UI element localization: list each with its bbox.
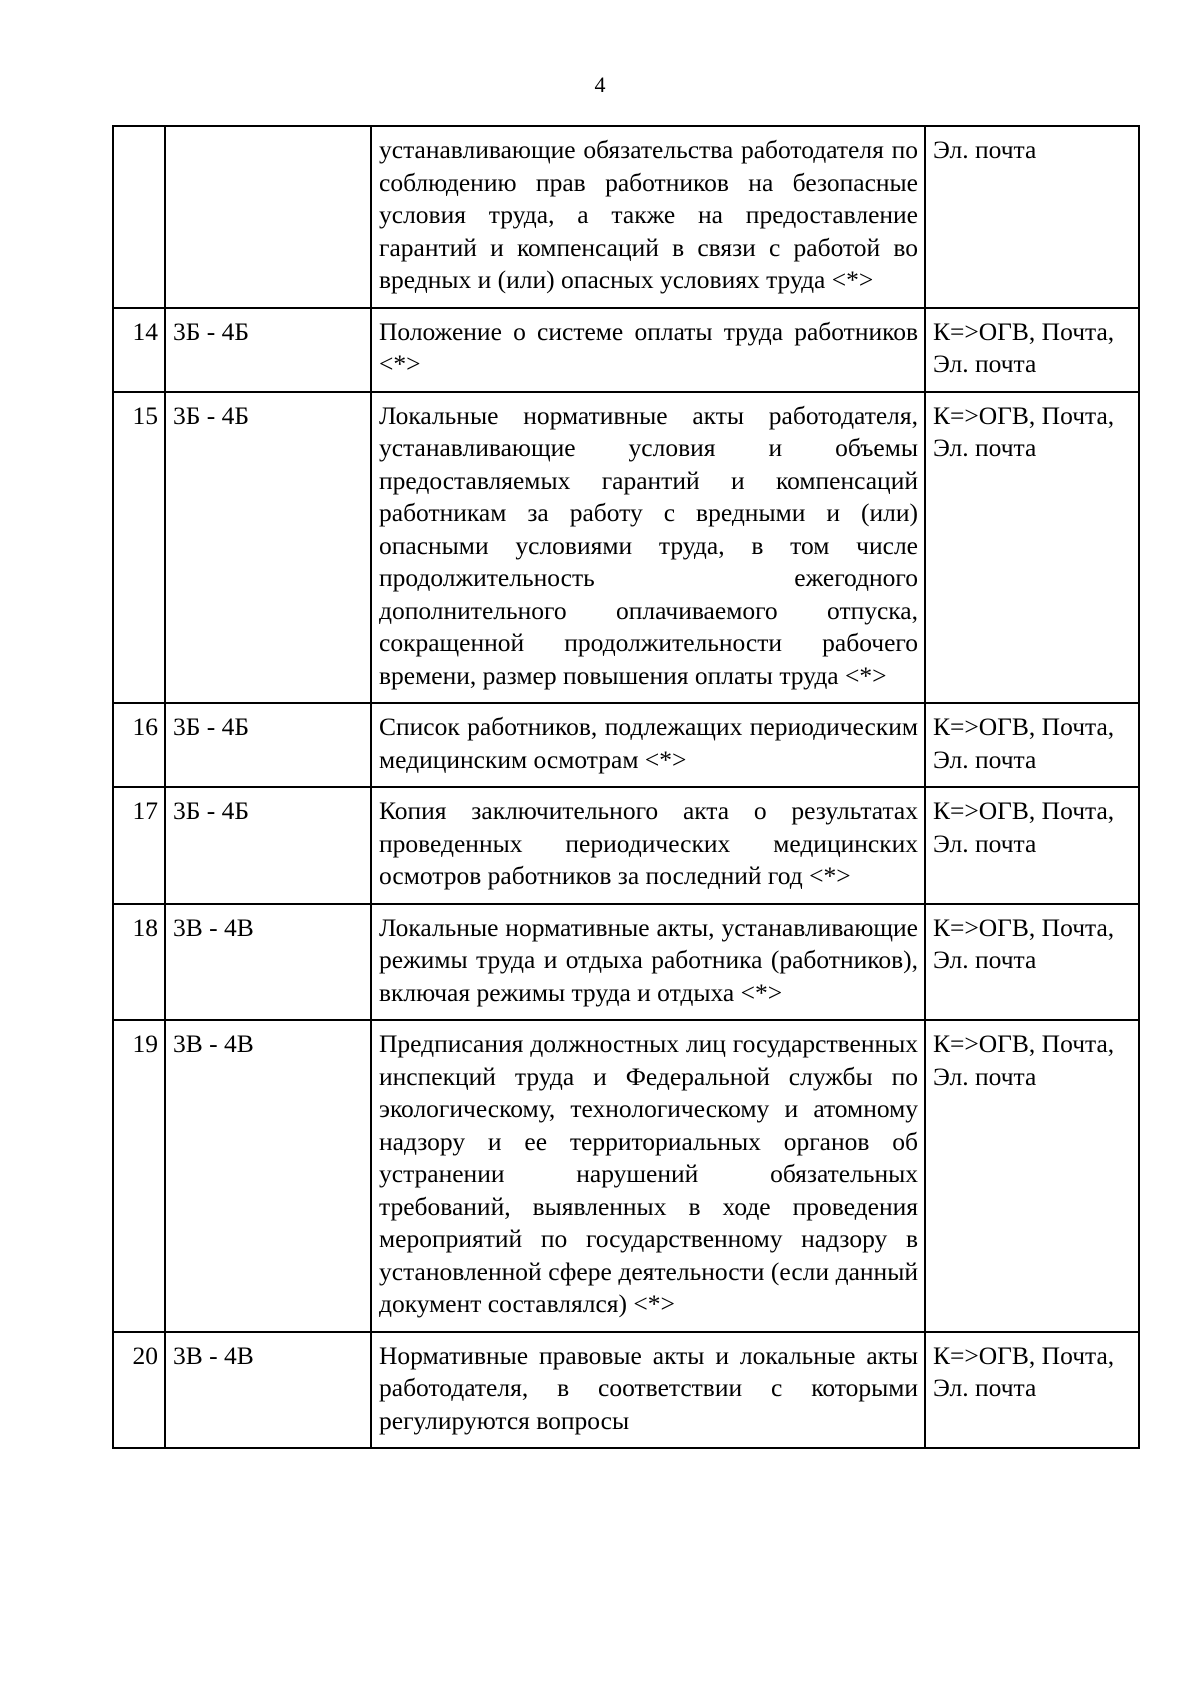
row-number: 18 — [113, 904, 165, 1021]
table-row — [113, 703, 1139, 787]
table-row — [113, 392, 1139, 704]
row-code: 3Б - 4Б — [165, 308, 371, 392]
table-row — [113, 308, 1139, 392]
row-number: 16 — [113, 703, 165, 787]
row-submission-form: К=>ОГВ, Почта, Эл. почта — [925, 1332, 1139, 1449]
row-document-name: устанавливающие обязательства работодателя по соблюдению прав работников на безопасные условия труда, а также на предоставление гарантий и компенсаций в связи с работой во вредных и (или) опасных условиях труда <*> — [371, 126, 925, 308]
row-document-name: Список работников, подлежащих периодическим медицинским осмотрам <*> — [371, 703, 925, 787]
row-code: 3В - 4В — [165, 1332, 371, 1449]
row-code: 3Б - 4Б — [165, 787, 371, 904]
row-number: 19 — [113, 1020, 165, 1332]
row-submission-form: К=>ОГВ, Почта, Эл. почта — [925, 308, 1139, 392]
row-submission-form: Эл. почта — [925, 126, 1139, 308]
row-code: 3Б - 4Б — [165, 703, 371, 787]
row-document-name: Положение о системе оплаты труда работников <*> — [371, 308, 925, 392]
row-number — [113, 126, 165, 308]
row-submission-form: К=>ОГВ, Почта, Эл. почта — [925, 904, 1139, 1021]
row-submission-form: К=>ОГВ, Почта, Эл. почта — [925, 787, 1139, 904]
row-code — [165, 126, 371, 308]
row-code: 3В - 4В — [165, 904, 371, 1021]
row-number: 17 — [113, 787, 165, 904]
row-submission-form: К=>ОГВ, Почта, Эл. почта — [925, 703, 1139, 787]
table-row — [113, 787, 1139, 904]
table-row — [113, 904, 1139, 1021]
row-document-name: Локальные нормативные акты, устанавливающие режимы труда и отдыха работника (работников), включая режимы труда и отдыха <*> — [371, 904, 925, 1021]
row-code: 3Б - 4Б — [165, 392, 371, 704]
table-row — [113, 1332, 1139, 1449]
table-row — [113, 1020, 1139, 1332]
row-document-name: Копия заключительного акта о результатах проведенных периодических медицинских осмотров работников за последний год <*> — [371, 787, 925, 904]
documents-table — [112, 125, 1140, 1449]
row-number: 14 — [113, 308, 165, 392]
row-document-name: Предписания должностных лиц государственных инспекций труда и Федеральной службы по экологическому, технологическому и атомному надзору и ее территориальных органов об устранении нарушений обязательных требований, выявленных в ходе проведения мероприятий по государственному надзору в установленной сфере деятельности (если данный документ составлялся) <*> — [371, 1020, 925, 1332]
row-number: 15 — [113, 392, 165, 704]
row-number: 20 — [113, 1332, 165, 1449]
row-document-name: Локальные нормативные акты работодателя, устанавливающие условия и объемы предоставляемых гарантий и компенсаций работникам за работу с вредными и (или) опасными условиями труда, в том числе продолжительность ежегодного дополнительного оплачиваемого отпуска, сокращенной продолжительности рабочего времени, размер повышения оплаты труда <*> — [371, 392, 925, 704]
table-row — [113, 126, 1139, 308]
row-code: 3В - 4В — [165, 1020, 371, 1332]
row-document-name: Нормативные правовые акты и локальные акты работодателя, в соответствии с которыми регулируются вопросы — [371, 1332, 925, 1449]
row-submission-form: К=>ОГВ, Почта, Эл. почта — [925, 1020, 1139, 1332]
row-submission-form: К=>ОГВ, Почта, Эл. почта — [925, 392, 1139, 704]
page-number: 4 — [594, 72, 606, 97]
